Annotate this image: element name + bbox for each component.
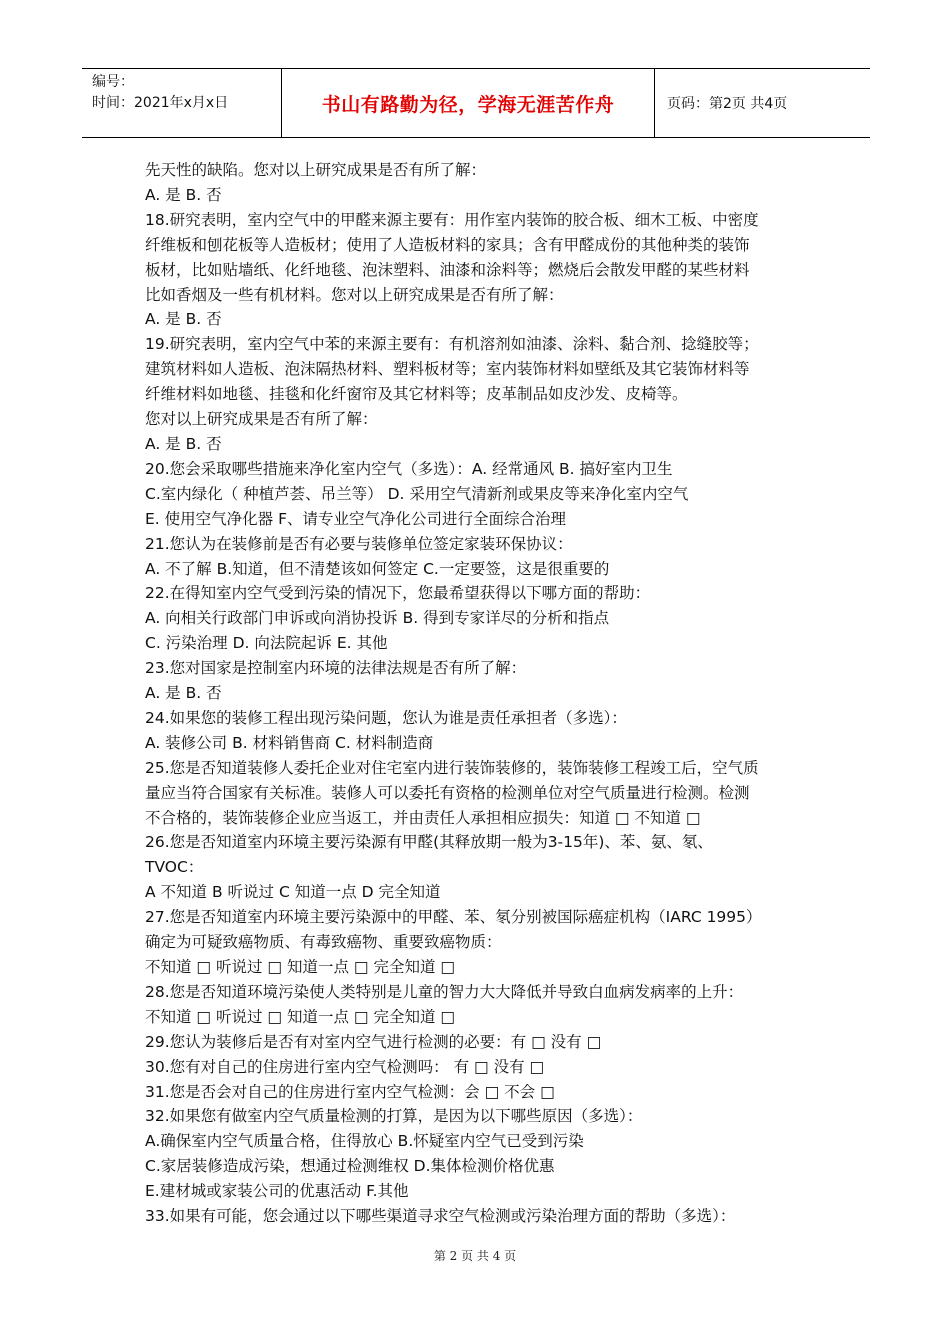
text-line: 不合格的，装饰装修企业应当返工，并由责任人承担相应损失：知道 □ 不知道 □	[145, 808, 701, 827]
document-body	[145, 158, 825, 1229]
text-line: A. 是 B. 否	[145, 684, 222, 703]
text-line: 33.如果有可能，您会通过以下哪些渠道寻求空气检测或污染治理方面的帮助（多选）：	[145, 1207, 736, 1226]
text-line: 20.您会采取哪些措施来净化室内空气（多选）：A. 经常通风 B. 搞好室内卫生	[145, 459, 673, 478]
text-line: 板材，比如贴墙纸、化纤地毯、泡沫塑料、油漆和涂料等；燃烧后会散发甲醛的某些材料	[145, 260, 750, 279]
text-line: A. 不了解 B.知道，但不清楚该如何签定 C.一定要签，这是很重要的	[145, 559, 610, 578]
header-meta	[82, 69, 282, 137]
document-number-label: 编号：	[92, 74, 134, 90]
text-line: 26.您是否知道室内环境主要污染源有甲醛(其释放期一般为3-15年)、苯、氨、氡、	[145, 833, 713, 852]
text-line: 纤维板和刨花板等人造板材；使用了人造板材料的家具；含有甲醛成份的其他种类的装饰	[145, 235, 750, 254]
text-line: 32.如果您有做室内空气质量检测的打算，是因为以下哪些原因（多选）：	[145, 1107, 643, 1126]
text-line: 28.您是否知道环境污染使人类特别是儿童的智力大大降低并导致白血病发病率的上升：	[145, 982, 744, 1001]
text-line: 您对以上研究成果是否有所了解：	[145, 410, 378, 429]
text-line: 24.如果您的装修工程出现污染问题，您认为谁是责任承担者（多选）：	[145, 708, 627, 727]
text-line: E. 使用空气净化器 F、请专业空气净化公司进行全面综合治理	[145, 509, 566, 528]
text-line: 22.在得知室内空气受到污染的情况下，您最希望获得以下哪方面的帮助：	[145, 584, 651, 603]
text-line: A. 是 B. 否	[145, 310, 222, 329]
text-line: 19.研究表明，室内空气中苯的来源主要有：有机溶剂如油漆、涂料、黏合剂、捻缝胶等；	[145, 335, 759, 354]
text-line: 31.您是否会对自己的住房进行室内空气检测：会 □ 不会 □	[145, 1082, 555, 1101]
text-line: 30.您有对自己的住房进行室内空气检测吗： 有 □ 没有 □	[145, 1057, 545, 1076]
text-line: E.建材城或家装公司的优惠活动 F.其他	[145, 1182, 409, 1201]
text-line: C.家居装修造成污染，想通过检测维权 D.集体检测价格优惠	[145, 1157, 555, 1176]
text-line: 纤维材料如地毯、挂毯和化纤窗帘及其它材料等；皮革制品如皮沙发、皮椅等。	[145, 385, 688, 404]
text-line: A. 是 B. 否	[145, 434, 222, 453]
text-line: 25.您是否知道装修人委托企业对住宅室内进行装饰装修的，装饰装修工程竣工后，空气质	[145, 758, 759, 777]
text-line: A. 是 B. 否	[145, 185, 222, 204]
text-line: A. 向相关行政部门申诉或向消协投诉 B. 得到专家详尽的分析和指点	[145, 609, 610, 628]
text-line: A. 装修公司 B. 材料销售商 C. 材料制造商	[145, 733, 434, 752]
text-line: 量应当符合国家有关标准。装修人可以委托有资格的检测单位对空气质量进行检测。检测	[145, 783, 750, 802]
text-line: TVOC：	[145, 858, 204, 877]
text-line: 27.您是否知道室内环境主要污染源中的甲醛、苯、氡分别被国际癌症机构（IARC 1995）	[145, 908, 762, 927]
text-line: A 不知道 B 听说过 C 知道一点 D 完全知道	[145, 883, 441, 902]
text-line: 不知道 □ 听说过 □ 知道一点 □ 完全知道 □	[145, 958, 456, 976]
text-line: 建筑材料如人造板、泡沫隔热材料、塑料板材等；室内装饰材料如壁纸及其它装饰材料等	[145, 360, 750, 379]
header-motto: 书山有路勤为径，学海无涯苦作舟	[282, 69, 655, 137]
text-line: A.确保室内空气质量合格，住得放心 B.怀疑室内空气已受到污染	[145, 1132, 584, 1151]
text-line: C. 污染治理 D. 向法院起诉 E. 其他	[145, 634, 388, 653]
text-line: 21.您认为在装修前是否有必要与装修单位签定家装环保协议：	[145, 534, 573, 553]
header-page-info: 页码：第2页 共4页	[667, 96, 788, 112]
text-line: 不知道 □ 听说过 □ 知道一点 □ 完全知道 □	[145, 1007, 456, 1026]
page-header	[82, 68, 870, 138]
text-line: 比如香烟及一些有机材料。您对以上研究成果是否有所了解：	[145, 285, 564, 304]
text-line: 18.研究表明，室内空气中的甲醛来源主要有：用作室内装饰的胶合板、细木工板、中密度	[145, 210, 759, 229]
page-footer: 第 2 页 共 4 页	[433, 1249, 517, 1263]
text-line: 29.您认为装修后是否有对室内空气进行检测的必要：有 □ 没有 □	[145, 1032, 602, 1051]
text-line: 确定为可疑致癌物质、有毒致癌物、重要致癌物质：	[145, 933, 502, 952]
text-line: 23.您对国家是控制室内环境的法律法规是否有所了解：	[145, 659, 527, 678]
text-line: C.室内绿化（ 种植芦荟、吊兰等） D. 采用空气清新剂或果皮等来净化室内空气	[145, 484, 689, 503]
document-time-label: 时间：2021年x月x日	[92, 95, 229, 111]
text-line: 先天性的缺陷。您对以上研究成果是否有所了解：	[145, 161, 487, 179]
